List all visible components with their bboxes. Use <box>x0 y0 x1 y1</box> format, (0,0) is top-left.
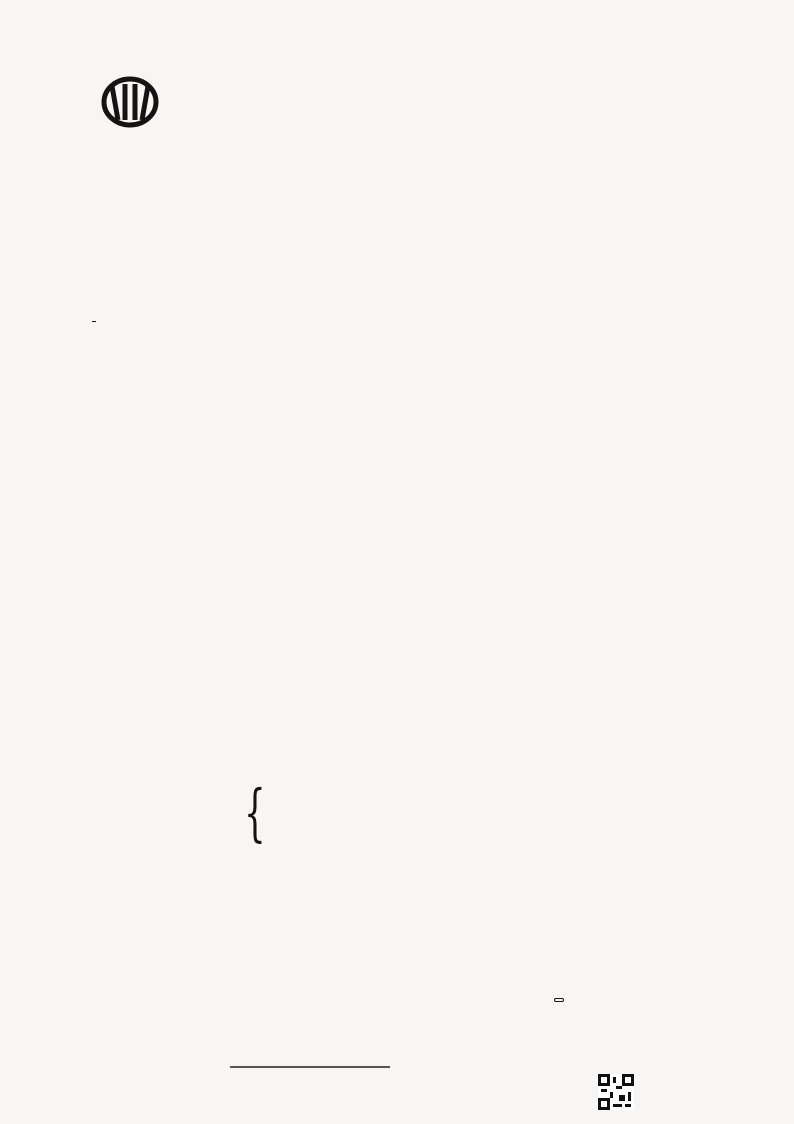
left-brace-icon: { <box>244 776 266 849</box>
divider <box>230 1066 390 1068</box>
exam-code-badge <box>554 998 564 1002</box>
qr-code-icon <box>598 1074 634 1110</box>
